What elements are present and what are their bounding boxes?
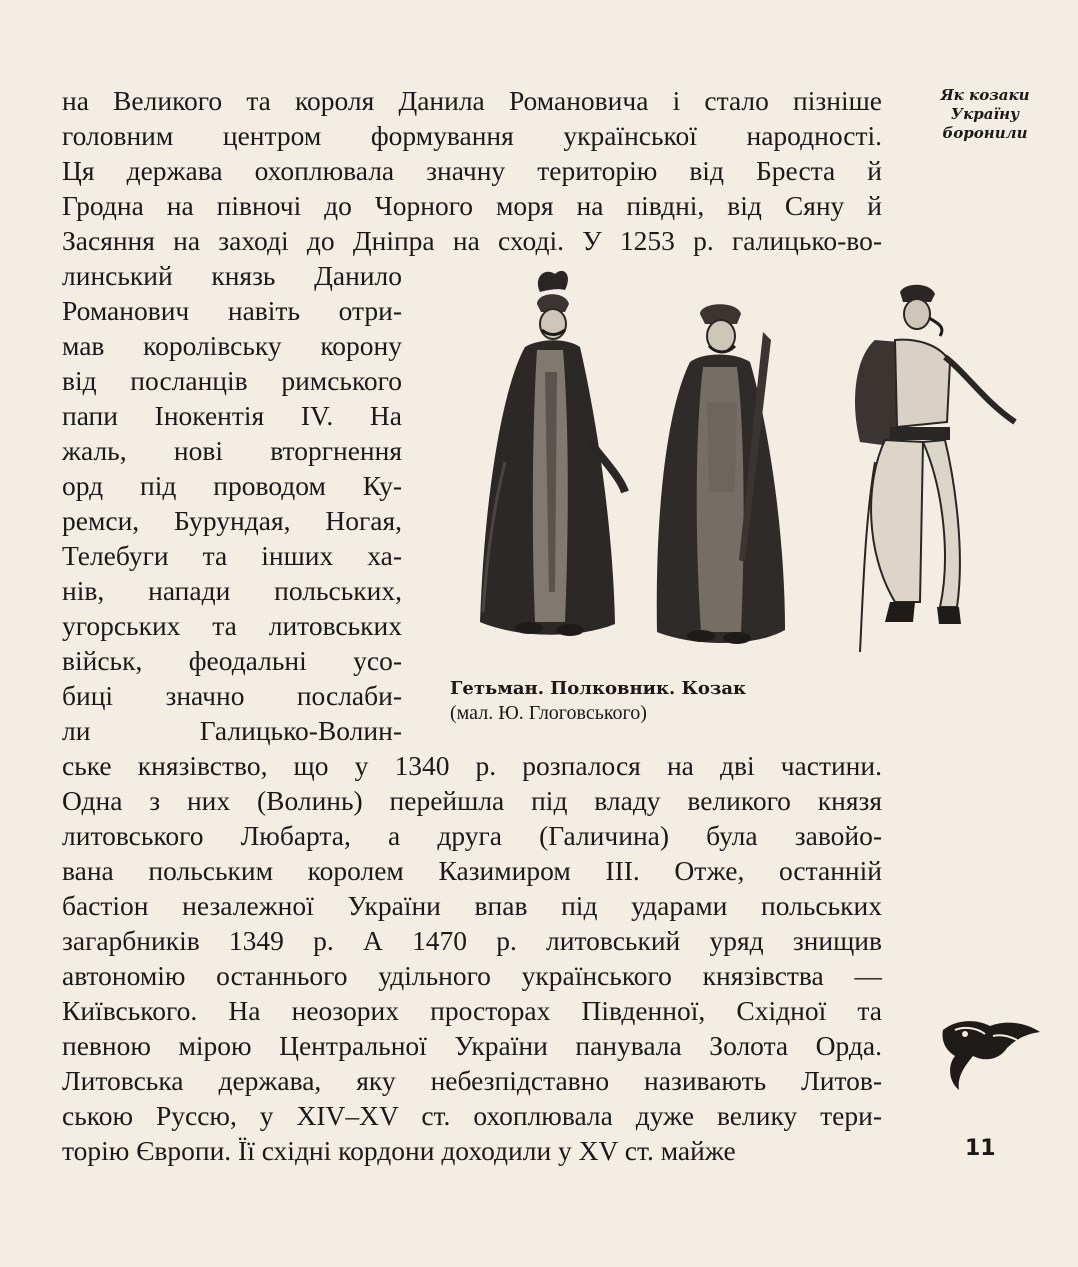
caption-title: Гетьман. Полковник. Козак (450, 678, 747, 699)
text-line: ське князівство, що у 1340 р. розпалося на дві частини. (62, 750, 882, 781)
text-line: Литовська держава, яку небезпідставно називають Литов- (62, 1065, 882, 1096)
colonel-figure (657, 304, 785, 644)
running-head-line: боронили (942, 124, 1028, 142)
text-line: на Великого та короля Данила Романовича і стало пізніше (62, 85, 882, 116)
text-line: Ця держава охоплювала значну територію від Бреста й (62, 155, 882, 186)
text-line: головним центром формування української народності. (62, 120, 882, 151)
text-line: орд під проводом Ку- (62, 470, 402, 501)
text-line: нів, напади польських, (62, 575, 402, 606)
text-line: вана польським королем Казимиром III. Отже, останній (62, 855, 882, 886)
text-line: автономію останнього удільного українського князівства — (62, 960, 882, 991)
text-line: ли Галицько-Волин- (62, 715, 402, 746)
text-line: Засяння на заході до Дніпра на сході. У 1253 р. галицько-во- (62, 225, 882, 256)
text-line: жаль, нові вторгнення (62, 435, 402, 466)
text-line: ремси, Бурундая, Ногая, (62, 505, 402, 536)
running-head-line: Як козаки (940, 86, 1030, 104)
text-line: линський князь Данило (62, 260, 402, 291)
text-line: певною мірою Центральної України панувала Золота Орда. (62, 1030, 882, 1061)
figure-caption (450, 676, 780, 726)
caption-credit: (мал. Ю. Глоговського) (450, 702, 647, 724)
text-line: від посланців римського (62, 365, 402, 396)
text-line: Гродна на півночі до Чорного моря на півдні, від Сяну й (62, 190, 882, 221)
page-number: 11 (965, 1136, 996, 1161)
running-head (935, 86, 1035, 143)
cossack-figure (855, 285, 1015, 652)
dragon-ornament-icon (935, 1000, 1045, 1095)
text-line: загарбників 1349 р. А 1470 р. литовський уряд знищив (62, 925, 882, 956)
text-line: литовського Любарта, а друга (Галичина) була завойо- (62, 820, 882, 851)
text-line: Київського. На неозорих просторах Південної, Східної та (62, 995, 882, 1026)
text-line: Романович навіть отри- (62, 295, 402, 326)
text-line: торію Європи. Її східні кордони доходили у XV ст. майже (62, 1135, 736, 1166)
text-line: папи Інокентія IV. На (62, 400, 402, 431)
hetman-figure (480, 271, 625, 636)
text-line: мав королівську корону (62, 330, 402, 361)
illustration-three-cossacks (445, 262, 1045, 682)
text-line: биці значно послаби- (62, 680, 402, 711)
text-line: військ, феодальні усо- (62, 645, 402, 676)
text-line: угорських та литовських (62, 610, 402, 641)
text-line: ською Руссю, у XIV–XV ст. охоплювала дуже велику тери- (62, 1100, 882, 1131)
text-line: Одна з них (Волинь) перейшла під владу великого князя (62, 785, 882, 816)
text-line: бастіон незалежної України впав під ударами польських (62, 890, 882, 921)
text-line: Телебуги та інших ха- (62, 540, 402, 571)
running-head-line: Україну (950, 105, 1020, 123)
